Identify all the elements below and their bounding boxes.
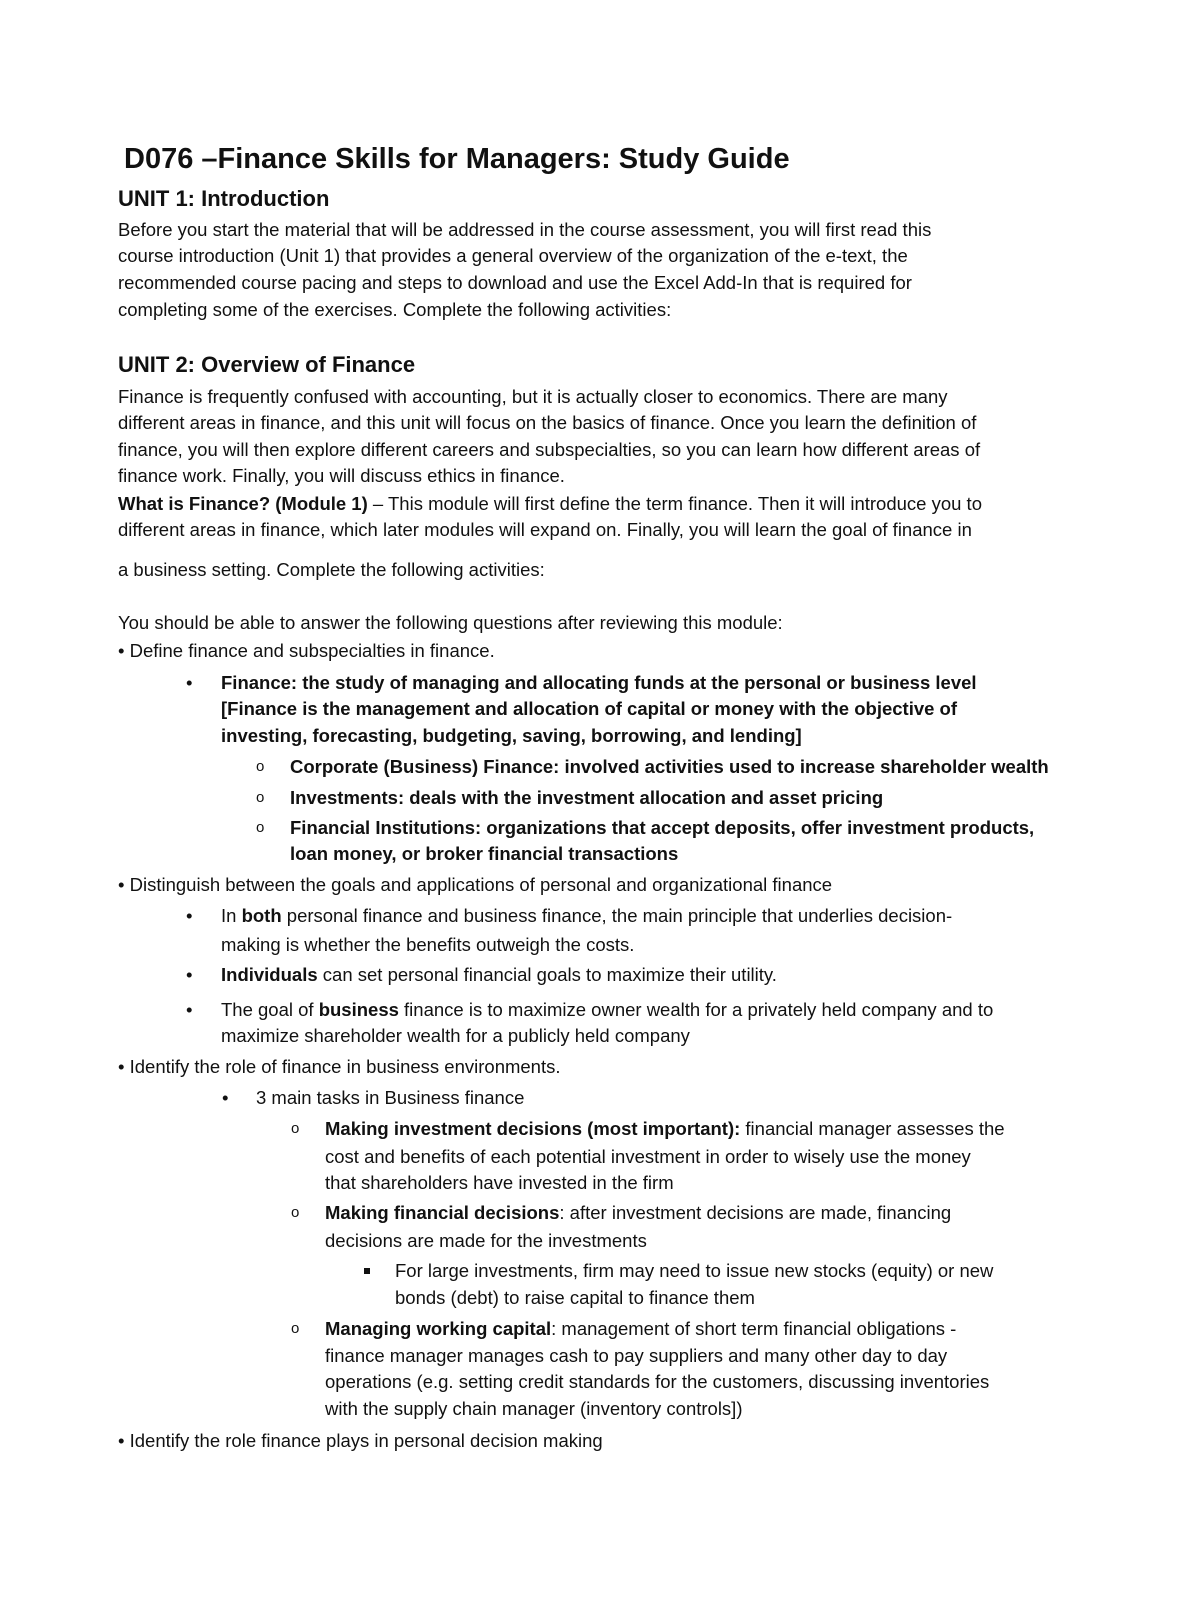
subspecialty-investments: Investments: deals with the investment allocation and asset pricing xyxy=(290,787,884,808)
business-goal-line-cont: maximize shareholder wealth for a publicly held company xyxy=(221,1025,690,1046)
investment-decisions-line xyxy=(325,1116,1005,1142)
module-paragraph-line: different areas in finance, which later modules will expand on. Finally, you will learn the goal of finance in xyxy=(118,519,972,540)
text-fragment: : management of short term financial obligations - xyxy=(551,1318,957,1339)
module-label: What is Finance? (Module 1) xyxy=(118,493,368,514)
bullet-marker: • xyxy=(186,964,193,985)
unit2-paragraph-line: finance work. Finally, you will discuss ethics in finance. xyxy=(118,465,565,486)
circle-marker: o xyxy=(291,1120,300,1137)
finance-definition-line: [Finance is the management and allocation of capital or money with the objective of xyxy=(221,698,958,719)
text-fragment: financial manager assesses the xyxy=(740,1118,1005,1139)
module-text: – This module will first define the term finance. Then it will introduce you to xyxy=(367,493,982,514)
questions-intro: You should be able to answer the following questions after reviewing this module: xyxy=(118,612,783,633)
unit1-paragraph-line: course introduction (Unit 1) that provides a general overview of the organization of the e-text, the xyxy=(118,245,908,266)
bullet-marker: • xyxy=(186,672,193,693)
unit2-paragraph-line: different areas in finance, and this unit will focus on the basics of finance. Once you learn the definition of xyxy=(118,412,977,433)
circle-marker: o xyxy=(291,1320,300,1337)
unit2-heading: UNIT 2: Overview of Finance xyxy=(118,352,416,377)
bold-fragment: Individuals xyxy=(221,964,318,985)
question-define-finance: • Define finance and subspecialties in finance. xyxy=(118,640,495,661)
finance-definition-line: Finance: the study of managing and allocating funds at the personal or business level xyxy=(221,672,977,693)
working-capital-cont: with the supply chain manager (inventory controls]) xyxy=(325,1398,743,1419)
both-finance-line-cont: making is whether the benefits outweigh the costs. xyxy=(221,934,635,955)
working-capital-cont: operations (e.g. setting credit standards for the customers, discussing inventories xyxy=(325,1371,990,1392)
subspecialty-institutions: Financial Institutions: organizations that accept deposits, offer investment products, xyxy=(290,817,1035,838)
module-intro-line xyxy=(118,491,982,517)
text-fragment: personal finance and business finance, the main principle that underlies decision- xyxy=(281,905,953,926)
unit2-paragraph-line: Finance is frequently confused with accounting, but it is actually closer to economics. There are many xyxy=(118,386,948,407)
unit1-paragraph-line: completing some of the exercises. Complete the following activities: xyxy=(118,299,672,320)
text-fragment: In xyxy=(221,905,242,926)
bold-fragment: both xyxy=(241,905,282,926)
financial-decisions-cont: decisions are made for the investments xyxy=(325,1230,647,1251)
financial-decisions-line xyxy=(325,1200,951,1226)
question-role-business: • Identify the role of finance in business environments. xyxy=(118,1056,561,1077)
investment-decisions-cont: cost and benefits of each potential investment in order to wisely use the money xyxy=(325,1146,971,1167)
large-investments-cont: bonds (debt) to raise capital to finance them xyxy=(395,1287,755,1308)
investment-decisions-cont: that shareholders have invested in the firm xyxy=(325,1172,674,1193)
circle-marker: o xyxy=(256,758,265,775)
unit1-paragraph-line: recommended course pacing and steps to download and use the Excel Add-In that is required for xyxy=(118,272,912,293)
bold-fragment: Managing working capital xyxy=(325,1318,552,1339)
working-capital-cont: finance manager manages cash to pay suppliers and many other day to day xyxy=(325,1345,948,1366)
subspecialty-corporate: Corporate (Business) Finance: involved activities used to increase shareholder wealth xyxy=(290,756,1049,777)
individuals-line xyxy=(221,962,777,988)
unit2-paragraph-line: finance, you will then explore different careers and subspecialties, so you can learn how different areas of xyxy=(118,439,981,460)
business-goal-line xyxy=(221,997,993,1023)
bold-fragment: business xyxy=(318,999,399,1020)
bullet-marker: • xyxy=(186,905,193,926)
text-fragment: finance is to maximize owner wealth for a privately held company and to xyxy=(398,999,994,1020)
subspecialty-institutions-cont: loan money, or broker financial transactions xyxy=(290,843,679,864)
bold-fragment: Making investment decisions (most important): xyxy=(325,1118,741,1139)
finance-definition-line: investing, forecasting, budgeting, saving, borrowing, and lending] xyxy=(221,725,802,746)
module-paragraph-line: a business setting. Complete the following activities: xyxy=(118,559,545,580)
unit1-heading: UNIT 1: Introduction xyxy=(118,186,330,211)
large-investments-line: For large investments, firm may need to issue new stocks (equity) or new xyxy=(395,1260,994,1281)
circle-marker: o xyxy=(291,1204,300,1221)
circle-marker: o xyxy=(256,819,265,836)
both-finance-line xyxy=(221,903,952,929)
bullet-marker: • xyxy=(186,999,193,1020)
text-fragment: : after investment decisions are made, financing xyxy=(559,1202,952,1223)
bullet-marker: • xyxy=(222,1087,229,1108)
bold-fragment: Making financial decisions xyxy=(325,1202,560,1223)
question-role-personal: • Identify the role finance plays in personal decision making xyxy=(118,1430,603,1451)
text-fragment: The goal of xyxy=(221,999,319,1020)
unit1-paragraph-line: Before you start the material that will be addressed in the course assessment, you will first read this xyxy=(118,219,932,240)
main-tasks-line: 3 main tasks in Business finance xyxy=(256,1087,525,1108)
document-title: D076 –Finance Skills for Managers: Study Guide xyxy=(124,143,790,175)
text-fragment: can set personal financial goals to maximize their utility. xyxy=(317,964,777,985)
question-distinguish-goals: • Distinguish between the goals and applications of personal and organizational finance xyxy=(118,874,833,895)
square-bullet-icon xyxy=(364,1268,370,1274)
working-capital-line xyxy=(325,1316,956,1342)
circle-marker: o xyxy=(256,789,265,806)
